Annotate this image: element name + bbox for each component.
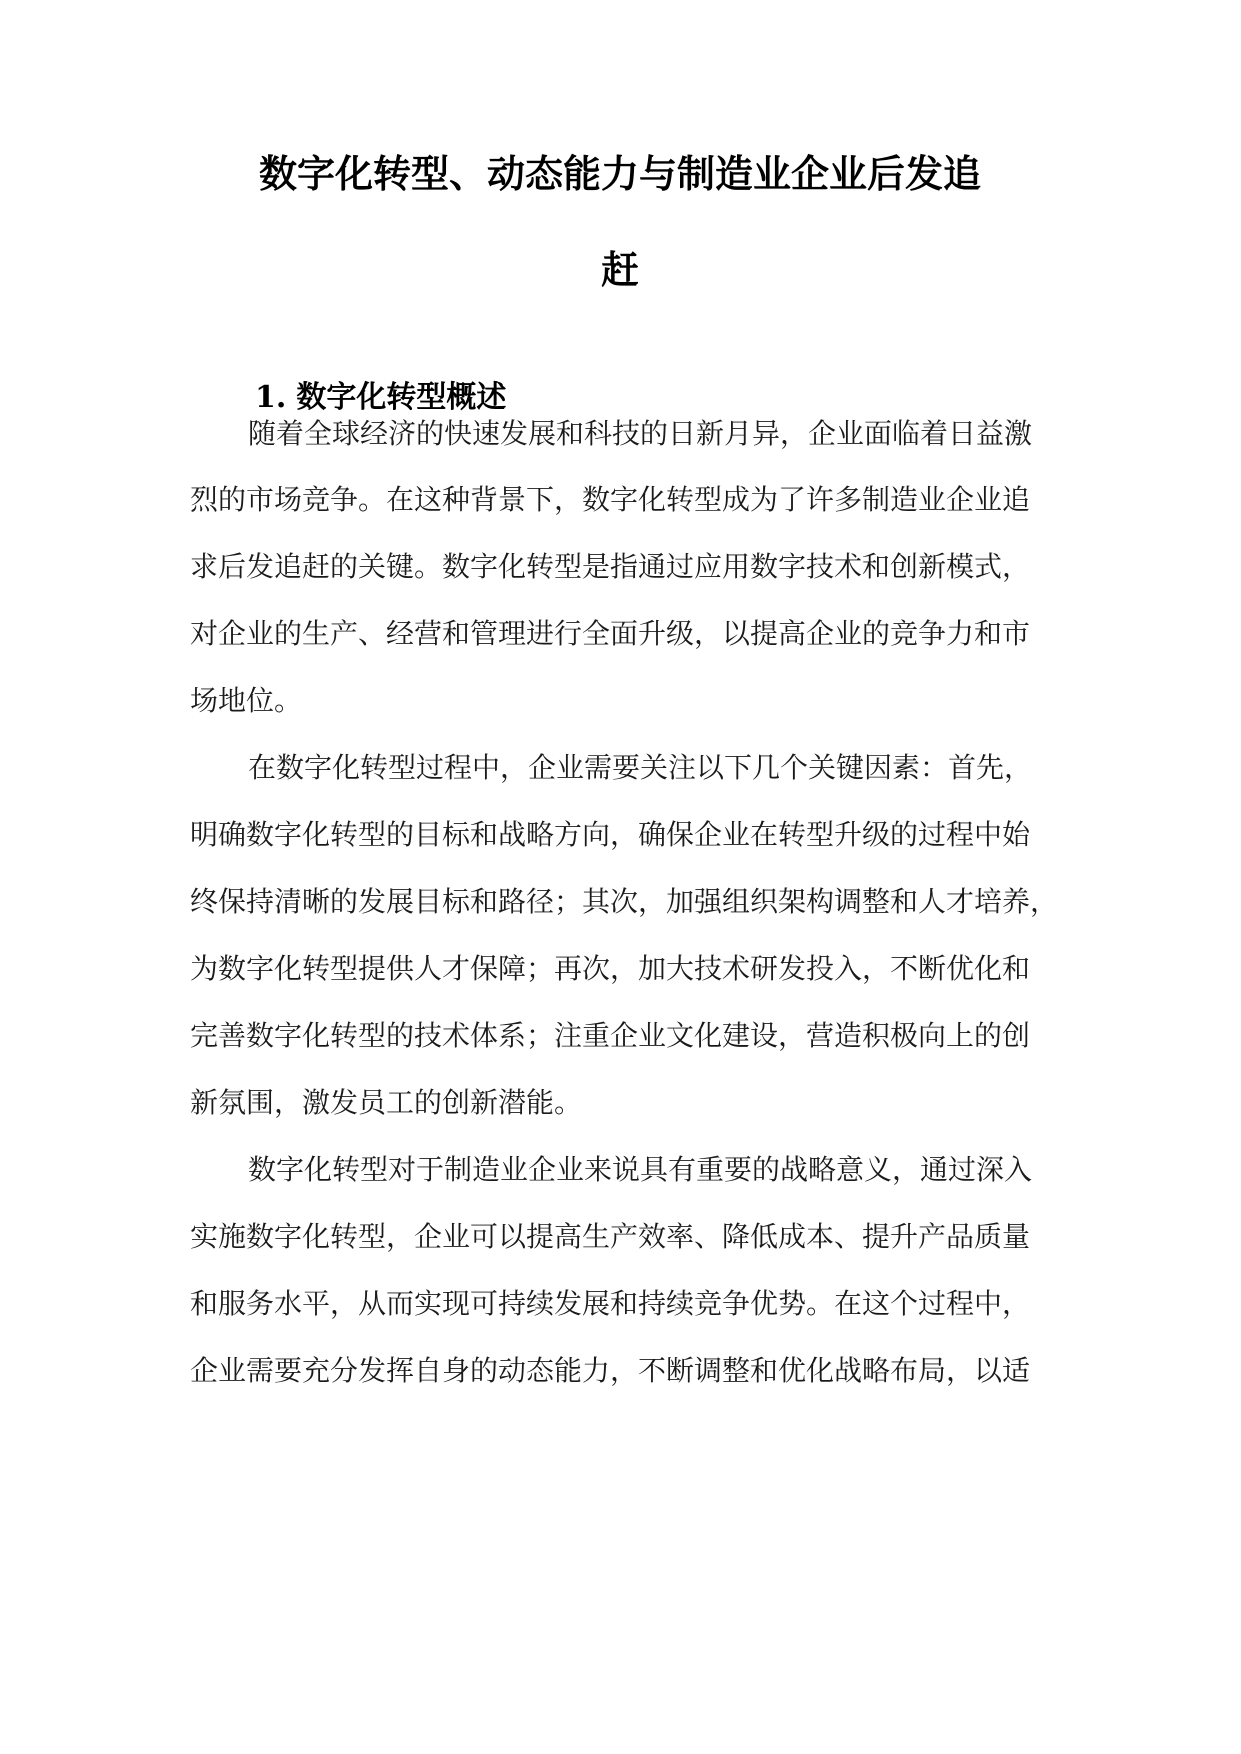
paragraph-2-line-4: 为数字化转型提供人才保障；再次，加大技术研发投入，不断优化和 — [190, 952, 1031, 985]
paragraph-1-line-2: 烈的市场竞争。在这种背景下，数字化转型成为了许多制造业企业追 — [190, 483, 1031, 516]
section-title: 数字化转型概述 — [296, 380, 507, 415]
paragraph-2-line-2: 明确数字化转型的目标和战略方向，确保企业在转型升级的过程中始 — [190, 818, 1031, 851]
paragraph-2-line-6: 新氛围，激发员工的创新潜能。 — [190, 1086, 583, 1119]
paragraph-3-line-1: 数字化转型对于制造业企业来说具有重要的战略意义，通过深入 — [248, 1153, 1033, 1186]
document-title-line-1: 数字化转型、动态能力与制造业企业后发追 — [258, 152, 981, 196]
paragraph-3-line-4: 企业需要充分发挥自身的动态能力，不断调整和优化战略布局，以适 — [190, 1354, 1031, 1387]
section-heading — [255, 380, 506, 416]
paragraph-2-line-1: 在数字化转型过程中，企业需要关注以下几个关键因素：首先， — [248, 751, 1033, 784]
paragraph-1-line-4: 对企业的生产、经营和管理进行全面升级，以提高企业的竞争力和市 — [190, 617, 1031, 650]
section-number: 1. — [255, 380, 287, 415]
paragraph-1-line-5: 场地位。 — [190, 684, 303, 717]
paragraph-2-line-3: 终保持清晰的发展目标和路径；其次，加强组织架构调整和人才培养， — [190, 885, 1059, 918]
paragraph-2-line-5: 完善数字化转型的技术体系；注重企业文化建设，营造积极向上的创 — [190, 1019, 1031, 1052]
paragraph-3-line-3: 和服务水平，从而实现可持续发展和持续竞争优势。在这个过程中， — [190, 1287, 1031, 1320]
paragraph-1-line-1: 随着全球经济的快速发展和科技的日新月异，企业面临着日益激 — [248, 417, 1033, 450]
document-title-line-2: 赶 — [600, 248, 639, 292]
paragraph-3-line-2: 实施数字化转型，企业可以提高生产效率、降低成本、提升产品质量 — [190, 1220, 1031, 1253]
paragraph-1-line-3: 求后发追赶的关键。数字化转型是指通过应用数字技术和创新模式， — [190, 550, 1031, 583]
